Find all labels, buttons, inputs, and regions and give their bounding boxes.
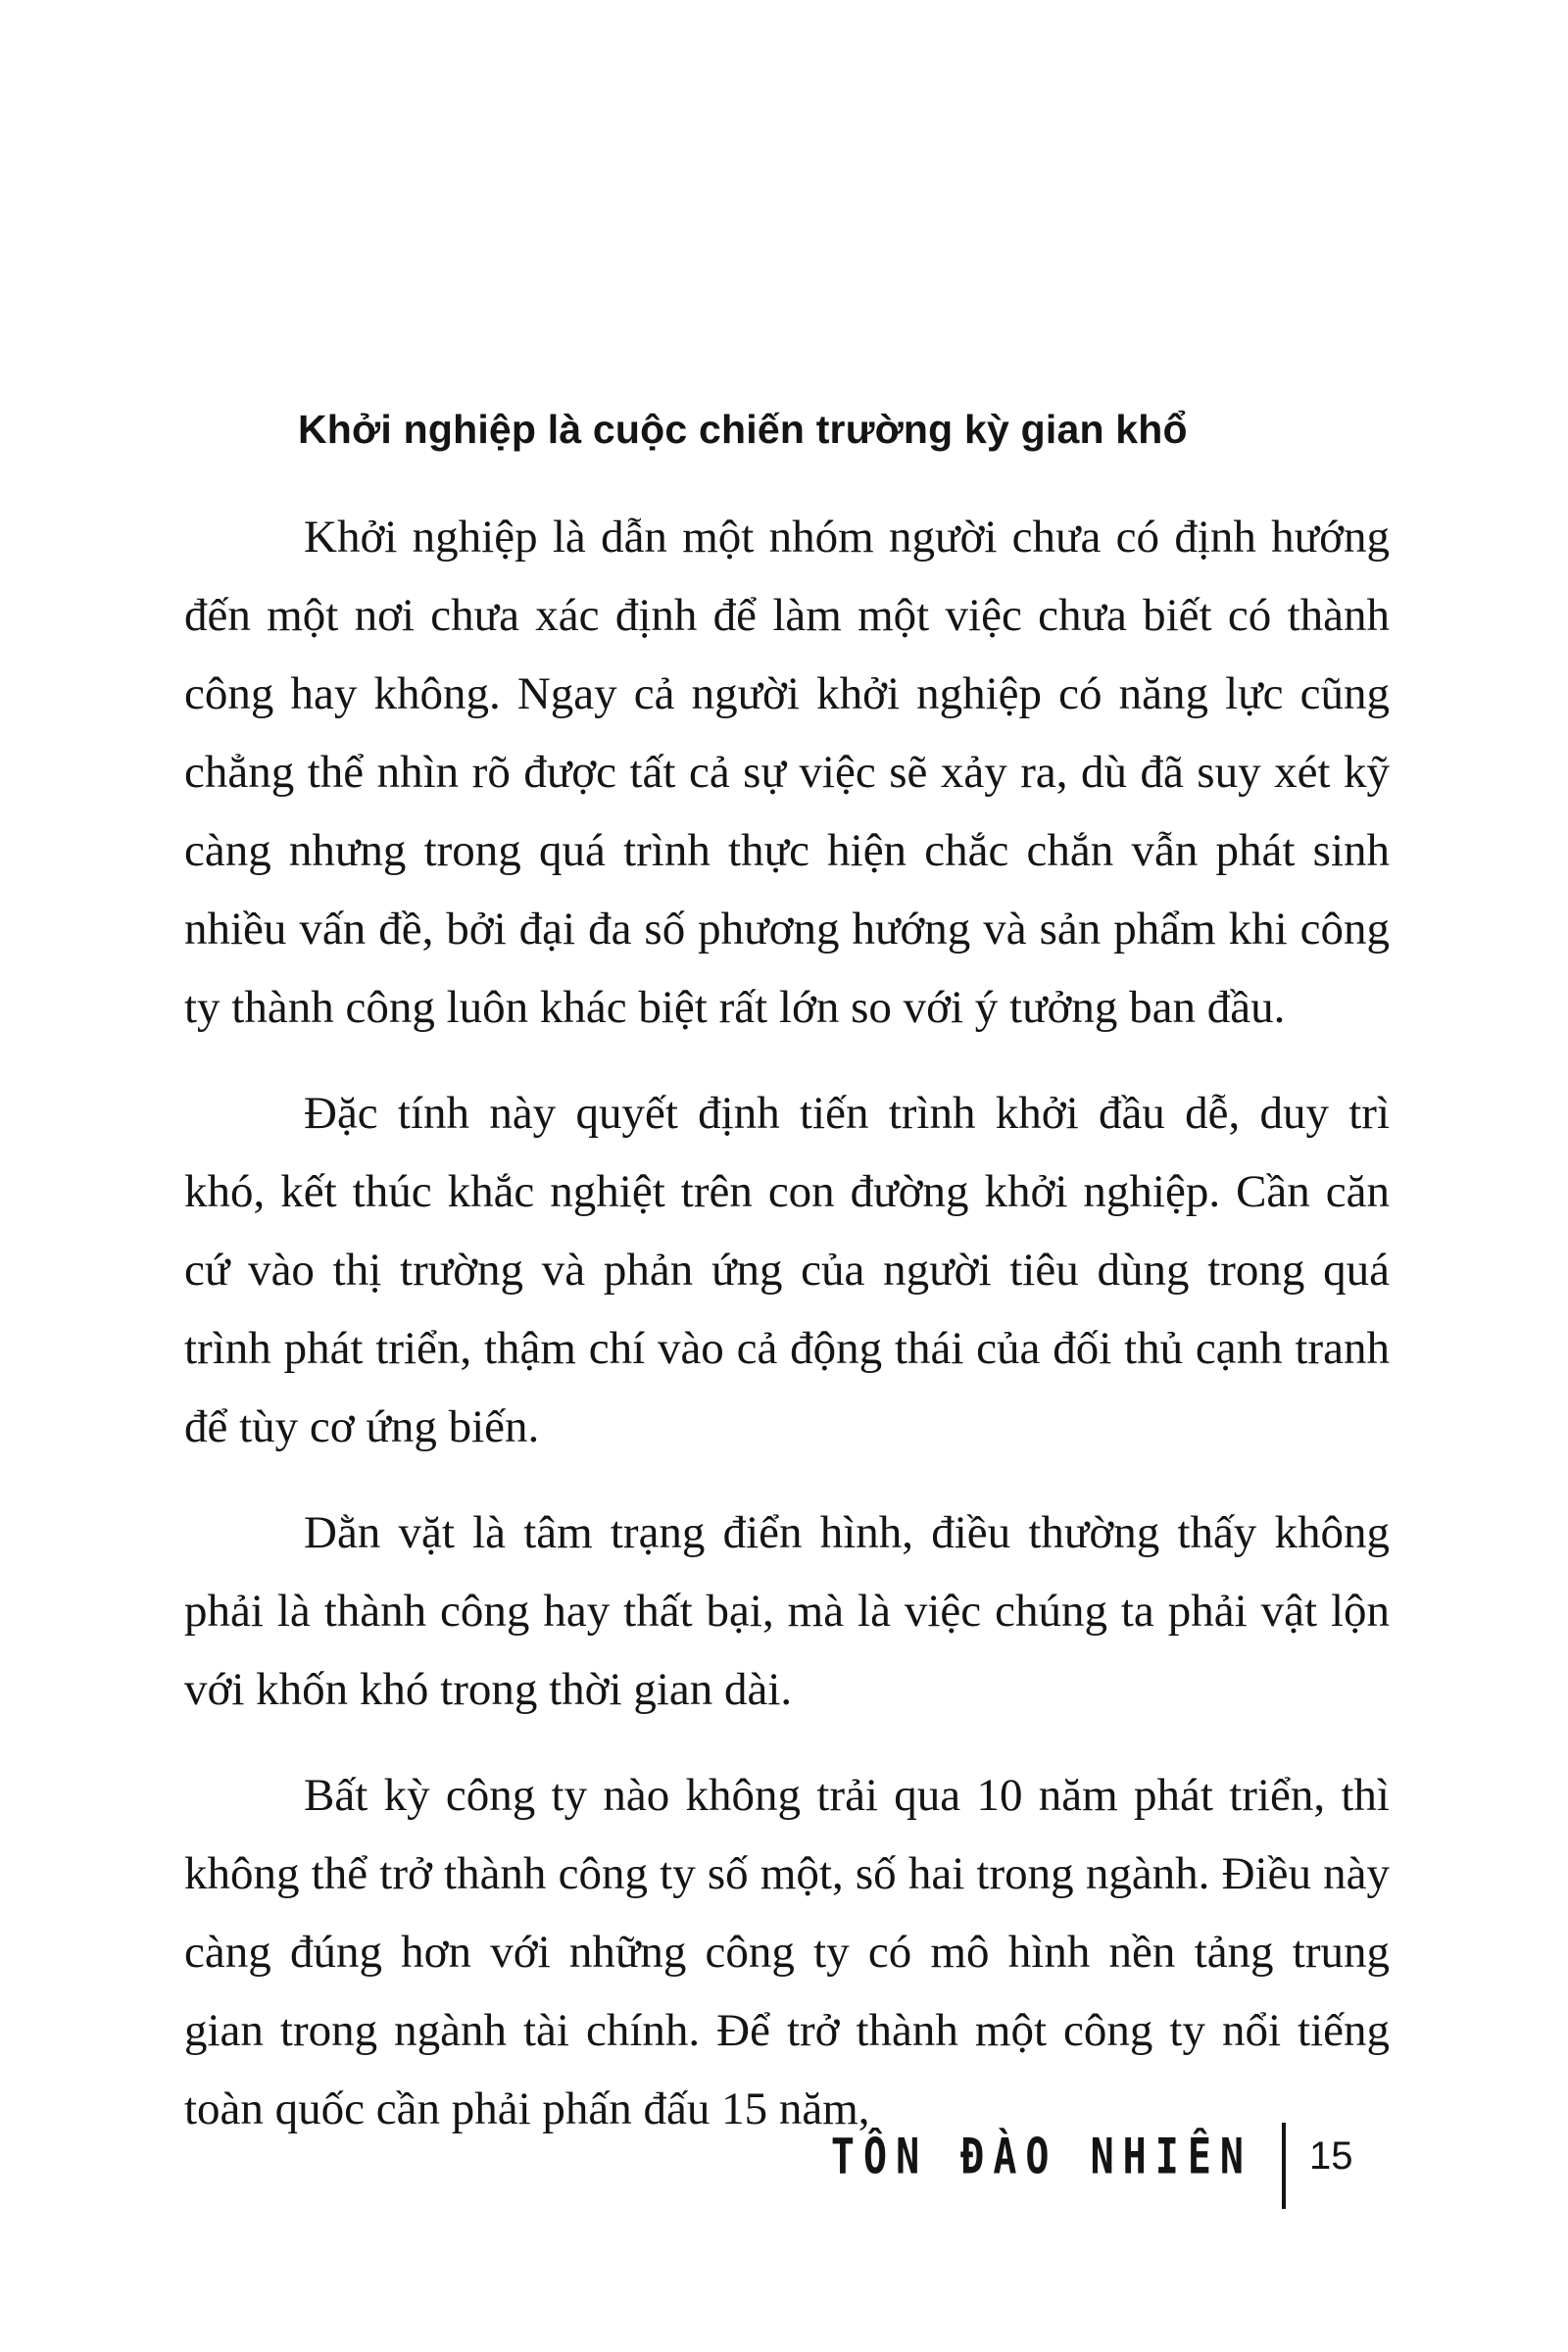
running-footer-author: TÔN ĐÀO NHIÊN: [830, 2129, 1252, 2185]
footer-divider: [1282, 2123, 1286, 2209]
paragraph-1: Khởi nghiệp là dẫn một nhóm người chưa có định hướng đến một nơi chưa xác định để làm một việc chưa biết có thành công hay không. Ngay cả người khởi nghiệp có năng lực cũng chẳng thể nhìn rõ được tất cả sự việc sẽ xảy ra, dù đã suy xét kỹ càng nhưng trong quá trình thực hiện chắc chắn vẫn phát sinh nhiều vấn đề, bởi đại đa số phương hướng và sản phẩm khi công ty thành công luôn khác biệt rất lớn so với ý tưởng ban đầu.: [184, 512, 1390, 1033]
paragraph-3: Dằn vặt là tâm trạng điển hình, điều thường thấy không phải là thành công hay thất bại, mà là việc chúng ta phải vật lộn với khốn khó trong thời gian dài.: [184, 1507, 1390, 1715]
body-text: [184, 498, 1390, 2176]
page-number: 15: [1309, 2134, 1353, 2178]
section-heading: Khởi nghiệp là cuộc chiến trường kỳ gian khổ: [298, 407, 1188, 452]
page-footer: [0, 2125, 1568, 2203]
paragraph-2: Đặc tính này quyết định tiến trình khởi đầu dễ, duy trì khó, kết thúc khắc nghiệt trên con đường khởi nghiệp. Cần căn cứ vào thị trường và phản ứng của người tiêu dùng trong quá trình phát triển, thậm chí vào cả động thái của đối thủ cạnh tranh để tùy cơ ứng biến.: [184, 1088, 1390, 1452]
paragraph-4: Bất kỳ công ty nào không trải qua 10 năm phát triển, thì không thể trở thành công ty số một, số hai trong ngành. Điều này càng đúng hơn với những công ty có mô hình nền tảng trung gian trong ngành tài chính. Để trở thành một công ty nổi tiếng toàn quốc cần phải phấn đấu 15 năm,: [184, 1770, 1390, 2134]
